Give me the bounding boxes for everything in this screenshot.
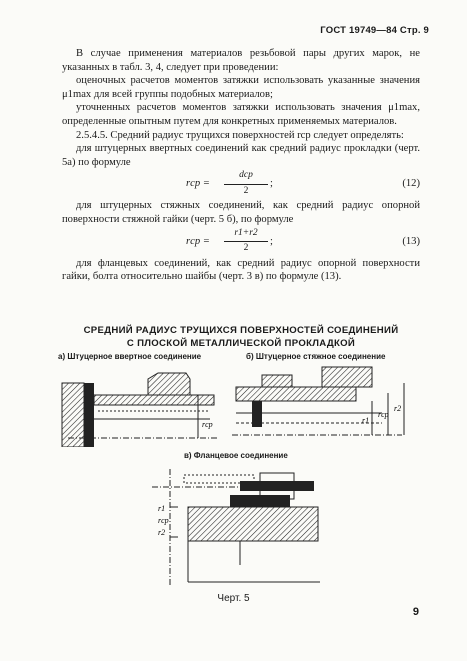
formula-fraction (224, 227, 268, 256)
paragraph: 2.5.4.5. Средний радиус трущихся поверхностей rср следует определять: (76, 129, 404, 141)
dim-r1: r1 (158, 504, 166, 513)
figure-sub-a: а) Штуцерное ввертное соединение (58, 352, 202, 361)
formula-numerator: r1+r2 (224, 227, 268, 243)
paragraph: В случае применения материалов резьбовой пары других марок, не указанных в табл. 3, 4, следует при проведении: (62, 48, 420, 73)
page-number: 9 (412, 606, 419, 618)
formula-numerator: dср (224, 169, 268, 185)
formula-12 (62, 169, 420, 199)
formula-lhs: rср = (186, 235, 210, 247)
text-block-1 (62, 47, 420, 284)
paragraph: для штуцерных стяжных соединений, как средний радиус опорной поверхности стяжной гайки (черт. 5 б), по формуле (62, 200, 420, 225)
paragraph: уточненных расчетов моментов затяжки использовать значения μ1max, определенные опытным путем для конкретных применяемых материалов. (62, 102, 420, 127)
dim-rcp: rср (202, 420, 213, 429)
dim-r1: r1 (362, 416, 370, 425)
figure-title-line-1: СРЕДНИЙ РАДИУС ТРУЩИХСЯ ПОВЕРХНОСТЕЙ СОЕДИНЕНИЙ (83, 325, 399, 336)
formula-tail: ; (270, 178, 273, 190)
dim-rcp: rср (158, 516, 169, 525)
figure-caption: Черт. 5 (217, 593, 250, 604)
formula-number: (12) (402, 178, 420, 190)
figure-sub-c: в) Фланцевое соединение (184, 451, 288, 460)
formula-denominator: 2 (243, 185, 249, 196)
paragraph: оценочных расчетов моментов затяжки использовать указанные значения μ1max для всей группы подобных материалов; (62, 75, 420, 100)
drawing-a (58, 365, 234, 447)
dim-r2: r2 (158, 528, 166, 537)
formula-denominator: 2 (243, 243, 249, 254)
figure-title-line-2: С ПЛОСКОЙ МЕТАЛЛИЧЕСКОЙ ПРОКЛАДКОЙ (126, 338, 356, 349)
page-header: ГОСТ 19749—84 Стр. 9 (320, 25, 429, 36)
paragraph: для штуцерных ввертных соединений как средний радиус прокладки (черт. 5а) по формуле (62, 143, 420, 168)
dim-rcp: rср (378, 410, 389, 419)
drawing-c (150, 467, 320, 587)
dim-r2: r2 (394, 404, 402, 413)
drawing-b (232, 365, 418, 447)
paragraph: для фланцевых соединений, как средний радиус опорной поверхности гайки, болта относительно шайбы (черт. 3 в) по формуле (13). (62, 257, 420, 283)
formula-lhs: rср = (186, 178, 210, 190)
formula-tail: ; (270, 235, 273, 247)
formula-13 (62, 227, 420, 257)
figure-sub-b: б) Штуцерное стяжное соединение (246, 352, 386, 361)
formula-number: (13) (402, 235, 420, 247)
formula-fraction (224, 169, 268, 198)
